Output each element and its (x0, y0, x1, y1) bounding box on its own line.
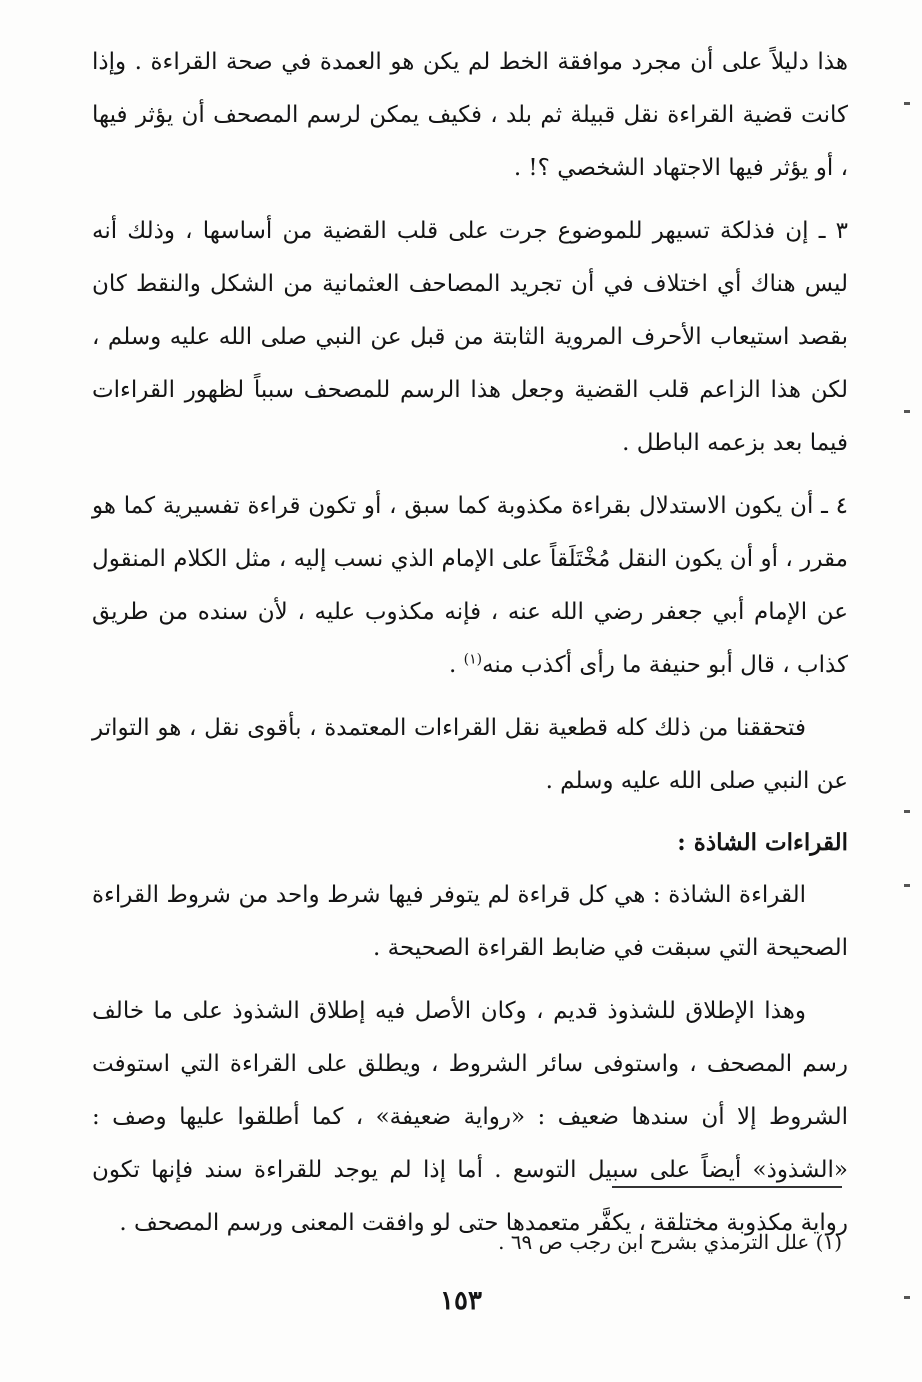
scan-mark (904, 884, 910, 887)
paragraph-3-tail: . (448, 652, 464, 678)
page-number: ١٥٣ (440, 1286, 482, 1316)
scan-mark (904, 810, 910, 813)
footnote-reference: (١) (463, 651, 483, 668)
scan-mark (904, 410, 910, 413)
paragraph-1: هذا دليلاً على أن مجرد موافقة الخط لم يكن هو العمدة في صحة القراءة . وإذا كانت قضية القراءة نقل قبيلة ثم بلد ، فكيف يمكن لرسم المصحف أن يؤثر فيها ، أو يؤثر فيها الاجتهاد الشخصي ؟! . (92, 49, 848, 181)
paragraph-5: القراءة الشاذة : هي كل قراءة لم يتوفر فيها شرط واحد من شروط القراءة الصحيحة التي سبقت في ضابط القراءة الصحيحة . (92, 882, 848, 961)
paragraph-3 (92, 480, 848, 692)
section-heading: القراءات الشاذة : (677, 829, 848, 856)
paragraph-3-text: ٤ ـ أن يكون الاستدلال بقراءة مكذوبة كما سبق ، أو تكون قراءة تفسيرية كما هو مقرر ، أو أن يكون النقل مُخْتَلَقاً على الإمام الذي نسب إليه ، مثل الكلام المنقول عن الإمام أبي جعفر رضي الله عنه ، فإنه مكذوب عليه ، لأن سنده من طريق كذاب ، قال أبو حنيفة ما رأى أكذب منه (92, 493, 848, 678)
scan-mark (904, 1296, 910, 1299)
footnote-divider (612, 1186, 842, 1188)
scan-mark (904, 102, 910, 105)
paragraph-2: ٣ ـ إن فذلكة تسيهر للموضوع جرت على قلب القضية من أساسها ، وذلك أنه ليس هناك أي اختلاف في أن تجريد المصاحف العثمانية من الشكل والنقط كان بقصد استيعاب الأحرف المروية الثابتة من قبل عن النبي صلى الله عليه وسلم ، لكن هذا الزاعم قلب القضية وجعل هذا الرسم للمصحف سبباً لظهور القراءات فيما بعد بزعمه الباطل . (92, 218, 848, 456)
page-body (92, 36, 848, 1250)
paragraph-6: وهذا الإطلاق للشذوذ قديم ، وكان الأصل فيه إطلاق الشذوذ على ما خالف رسم المصحف ، واستوفى سائر الشروط ، ويطلق على القراءة التي استوفت الشروط إلا أن سندها ضعيف : «رواية ضعيفة» ، كما أطلقوا عليها وصف : «الشذوذ» أيضاً على سبيل التوسع . أما إذا لم يوجد للقراءة سند فإنها تكون رواية مكذوبة مختلقة ، يكفَّر متعمدها حتى لو وافقت المعنى ورسم المصحف . (92, 998, 848, 1236)
footnote: (١) علل الترمذي بشرح ابن رجب ص ٦٩ . (498, 1230, 842, 1254)
paragraph-4: فتحققنا من ذلك كله قطعية نقل القراءات المعتمدة ، بأقوى نقل ، هو التواتر عن النبي صلى الله عليه وسلم . (92, 715, 848, 794)
